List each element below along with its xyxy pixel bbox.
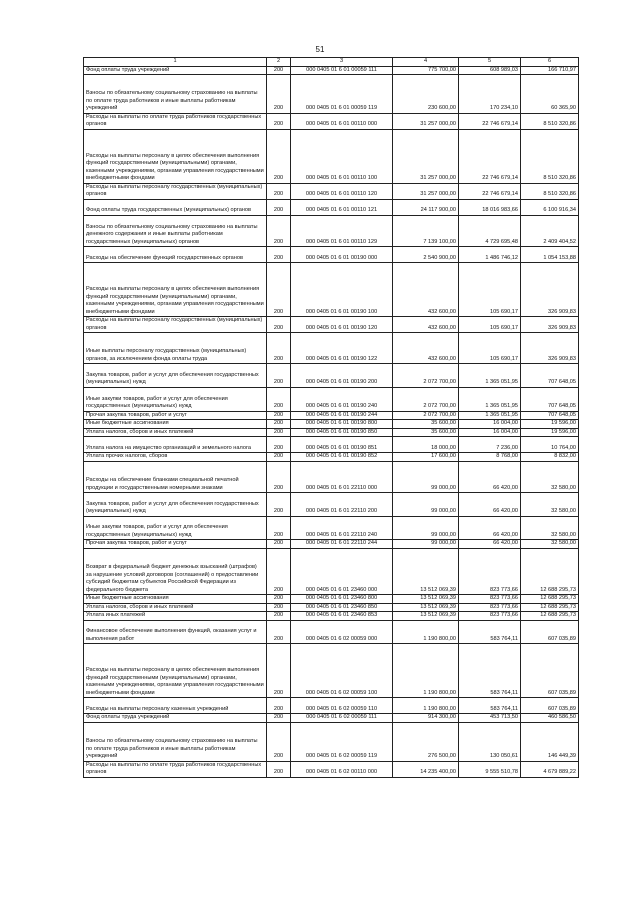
row-unexecuted-amount: 607 035,89	[521, 620, 579, 644]
row-name: Уплата налогов, сборов и иных платежей	[84, 603, 267, 612]
table-row	[84, 722, 579, 761]
row-name: Расходы на выплаты персоналу казенных учреждений	[84, 698, 267, 714]
row-classification-code: 000 0405 01 6 02 00059 110	[291, 698, 393, 714]
row-unexecuted-amount: 32 580,00	[521, 493, 579, 517]
row-code: 200	[267, 714, 291, 723]
table-row	[84, 411, 579, 420]
row-code: 200	[267, 75, 291, 114]
row-unexecuted-amount: 607 035,89	[521, 644, 579, 698]
table-header-row	[84, 58, 579, 67]
row-code: 200	[267, 247, 291, 263]
row-executed-amount: 823 773,66	[459, 548, 521, 594]
row-classification-code: 000 0405 01 6 01 00190 122	[291, 333, 393, 364]
row-classification-code: 000 0405 01 6 01 23460 000	[291, 548, 393, 594]
table-row	[84, 183, 579, 199]
row-name: Расходы на обеспечение функций государственных органов	[84, 247, 267, 263]
row-name: Расходы на выплаты персоналу в целях обеспечения выполнения функций государственными (муниципальными) органами, казенными учреждениями, органами управления государственными внебюджетными фондами	[84, 263, 267, 317]
row-classification-code: 000 0405 01 6 01 00110 100	[291, 129, 393, 183]
row-name: Расходы на выплаты персоналу государственных (муниципальных) органов	[84, 183, 267, 199]
row-approved-amount: 13 512 069,39	[393, 548, 459, 594]
row-name: Расходы на выплаты персоналу государственных (муниципальных) органов	[84, 317, 267, 333]
row-approved-amount: 24 117 900,00	[393, 199, 459, 215]
row-executed-amount: 130 050,61	[459, 722, 521, 761]
table-row	[84, 333, 579, 364]
row-unexecuted-amount: 2 409 404,52	[521, 215, 579, 246]
table-row	[84, 612, 579, 621]
row-unexecuted-amount: 32 580,00	[521, 461, 579, 492]
row-name: Закупка товаров, работ и услуг для обеспечения государственных (муниципальных) нужд	[84, 493, 267, 517]
table-row	[84, 714, 579, 723]
row-executed-amount: 1 365 051,95	[459, 411, 521, 420]
row-approved-amount: 230 600,00	[393, 75, 459, 114]
row-code: 200	[267, 453, 291, 462]
row-approved-amount: 99 000,00	[393, 540, 459, 549]
row-classification-code: 000 0405 01 6 01 00110 120	[291, 183, 393, 199]
row-name: Взносы по обязательному социальному страхованию на выплаты по оплате труда работников и иные выплаты работникам учреждений	[84, 722, 267, 761]
table-row	[84, 364, 579, 388]
row-code: 200	[267, 698, 291, 714]
table-row	[84, 387, 579, 411]
row-approved-amount: 2 072 700,00	[393, 411, 459, 420]
row-approved-amount: 2 540 900,00	[393, 247, 459, 263]
row-approved-amount: 13 512 069,39	[393, 612, 459, 621]
table-row	[84, 453, 579, 462]
row-approved-amount: 99 000,00	[393, 461, 459, 492]
row-approved-amount: 914 300,00	[393, 714, 459, 723]
row-code: 200	[267, 493, 291, 517]
row-approved-amount: 2 072 700,00	[393, 364, 459, 388]
row-executed-amount: 105 690,17	[459, 317, 521, 333]
row-unexecuted-amount: 12 688 295,73	[521, 603, 579, 612]
row-unexecuted-amount: 19 596,00	[521, 420, 579, 429]
table-row	[84, 516, 579, 540]
row-executed-amount: 823 773,66	[459, 595, 521, 604]
row-name: Уплата налога на имущество организаций и земельного налога	[84, 437, 267, 453]
row-approved-amount: 99 000,00	[393, 516, 459, 540]
row-approved-amount: 31 257 000,00	[393, 129, 459, 183]
row-unexecuted-amount: 8 510 320,86	[521, 129, 579, 183]
row-classification-code: 000 0405 01 6 02 00059 119	[291, 722, 393, 761]
table-row	[84, 461, 579, 492]
row-code: 200	[267, 620, 291, 644]
column-header: 1	[84, 58, 267, 67]
row-code: 200	[267, 420, 291, 429]
row-name: Уплата налогов, сборов и иных платежей	[84, 428, 267, 437]
row-classification-code: 000 0405 01 6 01 23460 850	[291, 603, 393, 612]
column-header: 5	[459, 58, 521, 67]
row-classification-code: 000 0405 01 6 01 00190 851	[291, 437, 393, 453]
row-classification-code: 000 0405 01 6 01 22110 244	[291, 540, 393, 549]
row-name: Уплата прочих налогов, сборов	[84, 453, 267, 462]
row-executed-amount: 16 004,00	[459, 428, 521, 437]
row-unexecuted-amount: 32 580,00	[521, 516, 579, 540]
row-name: Фонд оплаты труда государственных (муниципальных) органов	[84, 199, 267, 215]
row-code: 200	[267, 461, 291, 492]
row-code: 200	[267, 761, 291, 777]
row-unexecuted-amount: 8 510 320,86	[521, 113, 579, 129]
row-unexecuted-amount: 32 580,00	[521, 540, 579, 549]
row-name: Иные закупки товаров, работ и услуг для обеспечения государственных (муниципальных) нужд	[84, 387, 267, 411]
row-classification-code: 000 0405 01 6 01 22110 000	[291, 461, 393, 492]
table-row	[84, 75, 579, 114]
table-row	[84, 66, 579, 75]
row-unexecuted-amount: 12 688 295,73	[521, 612, 579, 621]
row-name: Взносы по обязательному социальному страхованию на выплаты по оплате труда работников и иные выплаты работникам учреждений	[84, 75, 267, 114]
table-row	[84, 263, 579, 317]
table-row	[84, 493, 579, 517]
row-name: Иные выплаты персоналу государственных (муниципальных) органов, за исключением фонда оплаты труда	[84, 333, 267, 364]
row-unexecuted-amount: 8 832,00	[521, 453, 579, 462]
row-classification-code: 000 0405 01 6 02 00059 100	[291, 644, 393, 698]
row-unexecuted-amount: 12 688 295,73	[521, 548, 579, 594]
row-approved-amount: 432 600,00	[393, 263, 459, 317]
row-approved-amount: 432 600,00	[393, 333, 459, 364]
row-executed-amount: 66 420,00	[459, 461, 521, 492]
row-classification-code: 000 0405 01 6 01 00190 100	[291, 263, 393, 317]
row-name: Расходы на выплаты по оплате труда работников государственных органов	[84, 761, 267, 777]
row-code: 200	[267, 199, 291, 215]
row-code: 200	[267, 333, 291, 364]
row-executed-amount: 22 746 679,14	[459, 113, 521, 129]
row-classification-code: 000 0405 01 6 01 00190 244	[291, 411, 393, 420]
row-code: 200	[267, 516, 291, 540]
column-header: 6	[521, 58, 579, 67]
row-executed-amount: 823 773,66	[459, 612, 521, 621]
row-code: 200	[267, 722, 291, 761]
row-classification-code: 000 0405 01 6 01 00190 852	[291, 453, 393, 462]
row-approved-amount: 432 600,00	[393, 317, 459, 333]
row-unexecuted-amount: 707 648,05	[521, 411, 579, 420]
row-classification-code: 000 0405 01 6 02 00110 000	[291, 761, 393, 777]
row-name: Взносы по обязательному социальному страхованию на выплаты денежного содержания и иные выплаты работникам государственных (муниципальных) органов	[84, 215, 267, 246]
row-executed-amount: 66 420,00	[459, 493, 521, 517]
row-classification-code: 000 0405 01 6 01 22110 240	[291, 516, 393, 540]
row-unexecuted-amount: 326 909,83	[521, 263, 579, 317]
row-name: Возврат в федеральный бюджет денежных взысканий (штрафов) за нарушение условий договоров (соглашений) о предоставлении субсидий бюджетам субъектов Российской Федерации из федерального бюджета	[84, 548, 267, 594]
row-approved-amount: 1 190 800,00	[393, 620, 459, 644]
row-executed-amount: 7 236,00	[459, 437, 521, 453]
table-row	[84, 548, 579, 594]
page-number: 51	[315, 45, 325, 54]
row-approved-amount: 99 000,00	[393, 493, 459, 517]
row-approved-amount: 31 257 000,00	[393, 183, 459, 199]
row-executed-amount: 9 555 510,78	[459, 761, 521, 777]
row-executed-amount: 1 365 051,95	[459, 387, 521, 411]
row-approved-amount: 35 600,00	[393, 428, 459, 437]
row-name: Прочая закупка товаров, работ и услуг	[84, 411, 267, 420]
table-row	[84, 420, 579, 429]
row-classification-code: 000 0405 01 6 01 00190 800	[291, 420, 393, 429]
table-row	[84, 603, 579, 612]
table-row	[84, 437, 579, 453]
table-row	[84, 247, 579, 263]
row-name: Иные закупки товаров, работ и услуг для обеспечения государственных (муниципальных) нужд	[84, 516, 267, 540]
row-executed-amount: 22 746 679,14	[459, 183, 521, 199]
row-unexecuted-amount: 10 764,00	[521, 437, 579, 453]
row-classification-code: 000 0405 01 6 01 00190 200	[291, 364, 393, 388]
table-row	[84, 761, 579, 777]
row-unexecuted-amount: 60 365,90	[521, 75, 579, 114]
row-code: 200	[267, 364, 291, 388]
row-classification-code: 000 0405 01 6 02 00059 111	[291, 714, 393, 723]
row-name: Расходы на обеспечение бланками специальной печатной продукции и государственными номерными знаками	[84, 461, 267, 492]
row-approved-amount: 17 600,00	[393, 453, 459, 462]
row-executed-amount: 608 989,03	[459, 66, 521, 75]
column-header: 4	[393, 58, 459, 67]
row-name: Прочая закупка товаров, работ и услуг	[84, 540, 267, 549]
row-code: 200	[267, 113, 291, 129]
row-classification-code: 000 0405 01 6 01 00190 120	[291, 317, 393, 333]
row-name: Расходы на выплаты персоналу в целях обеспечения выполнения функций государственными (муниципальными) органами, казенными учреждениями, органами управления государственными внебюджетными фондами	[84, 129, 267, 183]
column-header: 3	[291, 58, 393, 67]
row-approved-amount: 1 190 800,00	[393, 698, 459, 714]
row-classification-code: 000 0405 01 6 01 00190 000	[291, 247, 393, 263]
row-approved-amount: 14 235 400,00	[393, 761, 459, 777]
row-executed-amount: 105 690,17	[459, 263, 521, 317]
table-row	[84, 113, 579, 129]
row-executed-amount: 583 764,11	[459, 698, 521, 714]
row-classification-code: 000 0405 01 6 01 00190 850	[291, 428, 393, 437]
table-row	[84, 215, 579, 246]
row-approved-amount: 35 600,00	[393, 420, 459, 429]
row-executed-amount: 4 729 695,48	[459, 215, 521, 246]
row-code: 200	[267, 612, 291, 621]
row-code: 200	[267, 387, 291, 411]
row-code: 200	[267, 437, 291, 453]
row-executed-amount: 66 420,00	[459, 516, 521, 540]
row-name: Фонд оплаты труда учреждений	[84, 66, 267, 75]
table-row	[84, 129, 579, 183]
row-code: 200	[267, 66, 291, 75]
row-name: Уплата иных платежей	[84, 612, 267, 621]
table-row	[84, 698, 579, 714]
row-approved-amount: 18 000,00	[393, 437, 459, 453]
table-row	[84, 644, 579, 698]
row-executed-amount: 105 690,17	[459, 333, 521, 364]
row-name: Расходы на выплаты персоналу в целях обеспечения выполнения функций государственными (муниципальными) органами, казенными учреждениями, органами управления государственными внебюджетными фондами	[84, 644, 267, 698]
row-classification-code: 000 0405 01 6 01 00059 119	[291, 75, 393, 114]
row-code: 200	[267, 129, 291, 183]
row-code: 200	[267, 183, 291, 199]
row-approved-amount: 775 700,00	[393, 66, 459, 75]
row-executed-amount: 583 764,11	[459, 644, 521, 698]
row-unexecuted-amount: 1 054 153,88	[521, 247, 579, 263]
row-executed-amount: 823 773,66	[459, 603, 521, 612]
row-executed-amount: 18 016 983,66	[459, 199, 521, 215]
row-classification-code: 000 0405 01 6 01 00110 129	[291, 215, 393, 246]
row-code: 200	[267, 540, 291, 549]
row-classification-code: 000 0405 01 6 01 00059 111	[291, 66, 393, 75]
row-executed-amount: 1 365 051,95	[459, 364, 521, 388]
row-unexecuted-amount: 8 510 320,86	[521, 183, 579, 199]
row-unexecuted-amount: 12 688 295,73	[521, 595, 579, 604]
row-unexecuted-amount: 146 449,39	[521, 722, 579, 761]
row-code: 200	[267, 644, 291, 698]
row-unexecuted-amount: 6 100 916,34	[521, 199, 579, 215]
row-approved-amount: 31 257 000,00	[393, 113, 459, 129]
row-unexecuted-amount: 4 679 889,22	[521, 761, 579, 777]
row-classification-code: 000 0405 01 6 01 00110 000	[291, 113, 393, 129]
row-approved-amount: 2 072 700,00	[393, 387, 459, 411]
row-code: 200	[267, 263, 291, 317]
row-code: 200	[267, 317, 291, 333]
row-executed-amount: 453 713,50	[459, 714, 521, 723]
row-name: Иные бюджетные ассигнования	[84, 420, 267, 429]
row-unexecuted-amount: 166 710,97	[521, 66, 579, 75]
row-executed-amount: 583 764,11	[459, 620, 521, 644]
row-name: Иные бюджетные ассигнования	[84, 595, 267, 604]
row-approved-amount: 13 512 069,39	[393, 603, 459, 612]
row-name: Фонд оплаты труда учреждений	[84, 714, 267, 723]
row-classification-code: 000 0405 01 6 01 00190 240	[291, 387, 393, 411]
row-unexecuted-amount: 19 596,00	[521, 428, 579, 437]
table-row	[84, 199, 579, 215]
table-row	[84, 620, 579, 644]
row-classification-code: 000 0405 01 6 01 23460 800	[291, 595, 393, 604]
row-classification-code: 000 0405 01 6 01 00110 121	[291, 199, 393, 215]
row-name: Закупка товаров, работ и услуг для обеспечения государственных (муниципальных) нужд	[84, 364, 267, 388]
row-unexecuted-amount: 707 648,05	[521, 387, 579, 411]
row-approved-amount: 1 190 800,00	[393, 644, 459, 698]
row-executed-amount: 170 234,10	[459, 75, 521, 114]
row-code: 200	[267, 215, 291, 246]
row-unexecuted-amount: 707 648,05	[521, 364, 579, 388]
row-approved-amount: 7 139 100,00	[393, 215, 459, 246]
row-code: 200	[267, 603, 291, 612]
row-executed-amount: 66 420,00	[459, 540, 521, 549]
row-approved-amount: 13 512 069,39	[393, 595, 459, 604]
row-unexecuted-amount: 326 909,83	[521, 317, 579, 333]
row-name: Расходы на выплаты по оплате труда работников государственных органов	[84, 113, 267, 129]
row-code: 200	[267, 428, 291, 437]
table-row	[84, 540, 579, 549]
row-executed-amount: 8 768,00	[459, 453, 521, 462]
row-unexecuted-amount: 607 035,89	[521, 698, 579, 714]
row-classification-code: 000 0405 01 6 01 22110 200	[291, 493, 393, 517]
budget-table	[83, 57, 579, 778]
row-executed-amount: 16 004,00	[459, 420, 521, 429]
table-row	[84, 317, 579, 333]
row-unexecuted-amount: 460 586,50	[521, 714, 579, 723]
row-code: 200	[267, 595, 291, 604]
row-unexecuted-amount: 326 909,83	[521, 333, 579, 364]
row-code: 200	[267, 411, 291, 420]
row-approved-amount: 276 500,00	[393, 722, 459, 761]
row-classification-code: 000 0405 01 6 02 00059 000	[291, 620, 393, 644]
column-header: 2	[267, 58, 291, 67]
table-row	[84, 595, 579, 604]
row-executed-amount: 22 746 679,14	[459, 129, 521, 183]
row-name: Финансовое обеспечение выполнения функций, оказания услуг и выполнения работ	[84, 620, 267, 644]
row-executed-amount: 1 486 746,12	[459, 247, 521, 263]
table-row	[84, 428, 579, 437]
row-classification-code: 000 0405 01 6 01 23460 853	[291, 612, 393, 621]
row-code: 200	[267, 548, 291, 594]
